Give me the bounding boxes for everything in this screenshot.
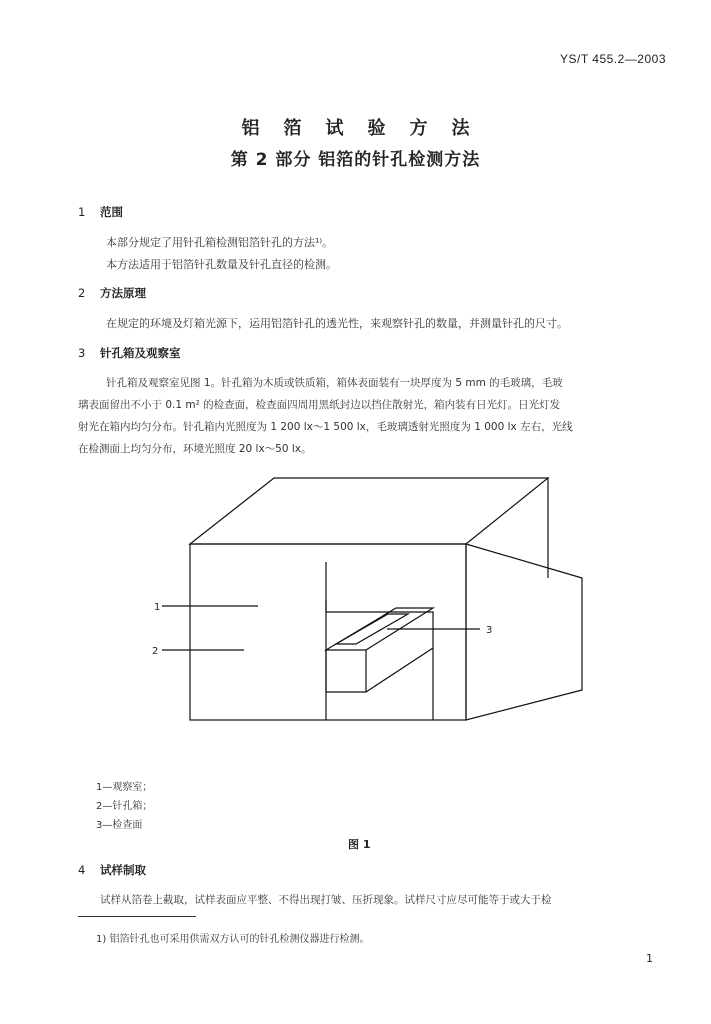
section-title: 试样制取 <box>100 863 146 877</box>
paragraph-line: 射光在箱内均匀分布。针孔箱内光照度为 1 200 lx～1 500 lx，毛玻璃透射光照度为 1 000 lx 左右，光线 <box>78 421 573 433</box>
paragraph-line: 本方法适用于铝箔针孔数量及针孔直径的检测。 <box>106 258 337 271</box>
section-number: 4 <box>78 863 86 877</box>
figure-1-diagram <box>150 474 610 784</box>
figure-legend-item: 1—观察室； <box>96 782 153 793</box>
figure-label: 图 1 <box>348 838 371 851</box>
document-title: 铝箔试验方法 <box>241 118 494 139</box>
footnote: 1) 铝箔针孔也可采用供需双方认可的针孔检测仪器进行检测。 <box>96 934 370 945</box>
section-title: 针孔箱及观察室 <box>100 346 181 360</box>
paragraph-line: 针孔箱及观察室见图 1。针孔箱为木质或铁质箱，箱体表面装有一块厚度为 5 mm 的毛玻璃，毛玻 <box>106 377 563 389</box>
callout-3-label: 3 <box>486 625 493 636</box>
figure-legend-item: 3—检查面 <box>96 820 143 831</box>
page-number: 1 <box>646 952 653 965</box>
section-number: 1 <box>78 205 86 219</box>
section-number: 3 <box>78 346 86 360</box>
box-top-face <box>190 478 548 544</box>
paragraph-line: 在检测面上均匀分布，环境光照度 20 lx～50 lx。 <box>78 443 312 455</box>
footnote-rule <box>78 916 196 917</box>
paragraph-line: 试样从箔卷上截取，试样表面应平整、不得出现打皱、压折现象。试样尺寸应尽可能等于或大于检 <box>100 894 552 906</box>
paragraph-line: 在规定的环境及灯箱光源下，运用铝箔针孔的透光性，来观察针孔的数量，并测量针孔的尺寸。 <box>106 317 568 330</box>
standard-number: YS/T 455.2—2003 <box>559 52 666 66</box>
section-1-heading <box>78 204 123 220</box>
document-subtitle: 第 2 部分 铝箔的针孔检测方法 <box>230 150 481 170</box>
callout-2-label: 2 <box>152 646 159 657</box>
section-3-heading <box>78 345 181 361</box>
callout-1-label: 1 <box>154 602 161 613</box>
paragraph-line: 璃表面留出不小于 0.1 m² 的检查面，检查面四周用黑纸封边以挡住散射光，箱内装有日光灯。日光灯发 <box>78 399 561 411</box>
section-title: 方法原理 <box>100 286 146 300</box>
open-door <box>466 544 582 720</box>
figure-legend-item: 2—针孔箱； <box>96 801 153 812</box>
box-front-face <box>190 544 466 720</box>
section-number: 2 <box>78 286 86 300</box>
pinhole-box-side <box>366 648 433 692</box>
section-title: 范围 <box>100 205 123 219</box>
section-4-heading <box>78 862 146 878</box>
section-2-heading <box>78 285 146 301</box>
paragraph-line: 本部分规定了用针孔箱检测铝箔针孔的方法¹⁾。 <box>106 236 334 249</box>
pinhole-box-front <box>326 650 366 692</box>
